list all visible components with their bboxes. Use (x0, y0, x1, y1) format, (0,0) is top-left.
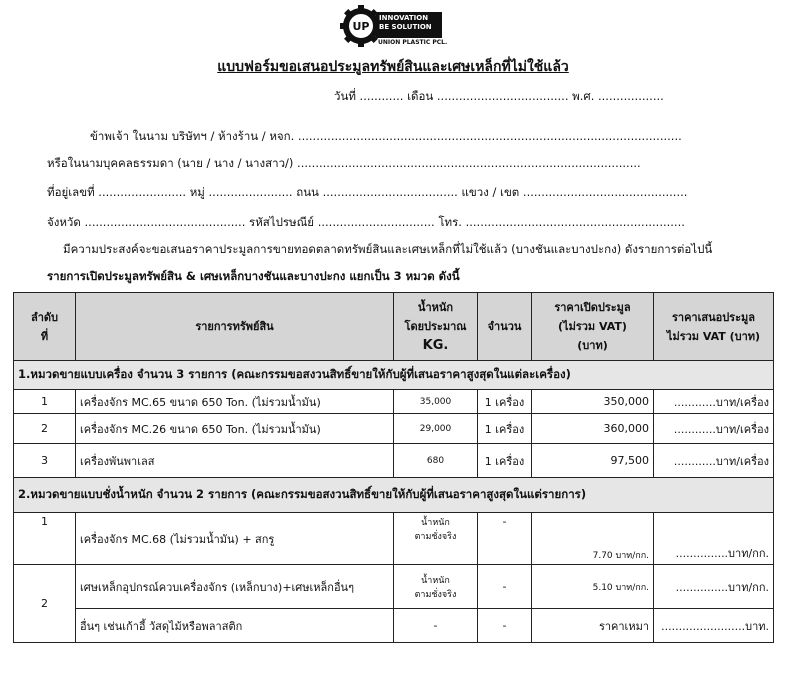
row-no: 1 (14, 390, 76, 414)
row-qty: - (478, 609, 532, 643)
section-row (14, 361, 774, 390)
row-item: อื่นๆ เช่นเก้าอี้ วัสดุไม้หรือพลาสติก (76, 609, 394, 643)
row-price: ราคาเหมา (532, 609, 654, 643)
list-heading: รายการเปิดประมูลทรัพย์สิน & เศษเหล็กบางชันและบางปะกง แยกเป็น 3 หมวด ดังนี้ (47, 269, 460, 283)
company-line[interactable]: ข้าพเจ้า ในนาม บริษัทฯ / ห้างร้าน / หจก. ......................................................................................................... (90, 129, 682, 143)
row-bid-field[interactable]: ...............บาท/กก. (654, 565, 774, 609)
section-1-title: 1.หมวดขายแบบเครื่อง จำนวน 3 รายการ (คณะกรรมขอสงวนสิทธิ์ขายให้กับผู้ที่เสนอราคาสูงสุดในแต่ละเครื่อง) (14, 361, 774, 390)
header-weight: น้ำหนัก โดยประมาณ KG. (394, 293, 478, 361)
row-bid-field[interactable]: ........................บาท. (654, 609, 774, 643)
header-no: ลำดับ ที่ (14, 293, 76, 361)
row-weight: - (394, 609, 478, 643)
table-row (14, 609, 774, 643)
row-price: 360,000 (532, 414, 654, 444)
row-item: เครื่องจักร MC.68 (ไม่รวมน้ำมัน) + สกรู (76, 513, 394, 565)
row-no: 2 (14, 414, 76, 444)
row-bid-field[interactable]: ............บาท/เครื่อง (654, 414, 774, 444)
table-header-row (14, 293, 774, 361)
table-row (14, 390, 774, 414)
section-row (14, 478, 774, 513)
logo-line1: INNOVATION (379, 14, 429, 22)
logo-text-box (376, 12, 442, 38)
row-item: เครื่องจักร MC.26 ขนาด 650 Ton. (ไม่รวมน้ำมัน) (76, 414, 394, 444)
date-line[interactable]: วันที่ ............ เดือน .................................... พ.ศ. .................. (334, 89, 664, 103)
row-bid-field[interactable]: ............บาท/เครื่อง (654, 444, 774, 478)
row-qty: 1 เครื่อง (478, 444, 532, 478)
row-no: 1 (14, 513, 76, 565)
table-row (14, 513, 774, 565)
section-2-title: 2.หมวดขายแบบชั่งน้ำหนัก จำนวน 2 รายการ (คณะกรรมขอสงวนสิทธิ์ขายให้กับผู้ที่เสนอราคาสูงสุดในแต่รายการ) (14, 478, 774, 513)
person-line[interactable]: หรือในนามบุคคลธรรมดา (นาย / นาง / นางสาว/) .............................................................................................. (47, 156, 641, 170)
row-price: 97,500 (532, 444, 654, 478)
row-item: เครื่องพันพาเลส (76, 444, 394, 478)
row-qty: 1 เครื่อง (478, 390, 532, 414)
row-no: 2 (14, 565, 76, 643)
header-open-price: ราคาเปิดประมูล (ไม่รวม VAT) (บาท) (532, 293, 654, 361)
row-bid-field[interactable]: ...............บาท/กก. (654, 513, 774, 565)
form-title: แบบฟอร์มขอเสนอประมูลทรัพย์สินและเศษเหล็กที่ไม่ใช้แล้ว (217, 59, 569, 75)
row-qty: 1 เครื่อง (478, 414, 532, 444)
row-weight: น้ำหนัก ตามชั่งจริง (394, 513, 478, 565)
table-row (14, 414, 774, 444)
header-item: รายการทรัพย์สิน (76, 293, 394, 361)
header-qty: จำนวน (478, 293, 532, 361)
svg-text:UP: UP (352, 20, 370, 33)
row-price: 7.70 บาท/กก. (532, 513, 654, 565)
header-bid-price: ราคาเสนอประมูล ไม่รวม VAT (บาท) (654, 293, 774, 361)
items-table (13, 292, 774, 643)
company-logo (340, 4, 448, 48)
row-weight: 35,000 (394, 390, 478, 414)
table-row (14, 565, 774, 609)
logo-company: UNION PLASTIC PCL. (378, 39, 448, 46)
intent-line: มีความประสงค์จะขอเสนอราคาประมูลการขายทอดตลาดทรัพย์สินและเศษเหล็กที่ไม่ใช้แล้ว (บางชันและบางปะกง) ดังรายการต่อไปนี้ (63, 242, 713, 256)
row-qty: - (478, 513, 532, 565)
province-line[interactable]: จังหวัด ............................................ รหัสไปรษณีย์ ................................ โทร. ............................................................ (47, 215, 685, 229)
address-line[interactable]: ที่อยู่เลขที่ ........................ หมู่ ....................... ถนน ..................................... แขวง / เขต ............................................. (47, 185, 688, 199)
row-price: 350,000 (532, 390, 654, 414)
row-bid-field[interactable]: ............บาท/เครื่อง (654, 390, 774, 414)
row-weight: 29,000 (394, 414, 478, 444)
row-price: 5.10 บาท/กก. (532, 565, 654, 609)
row-weight: น้ำหนัก ตามชั่งจริง (394, 565, 478, 609)
row-weight: 680 (394, 444, 478, 478)
row-item: เครื่องจักร MC.65 ขนาด 650 Ton. (ไม่รวมน้ำมัน) (76, 390, 394, 414)
logo-line2: BE SOLUTION (379, 23, 432, 31)
row-qty: - (478, 565, 532, 609)
row-item: เศษเหล็กอุปกรณ์ควบเครื่องจักร (เหล็กบาง)+เศษเหล็กอื่นๆ (76, 565, 394, 609)
row-no: 3 (14, 444, 76, 478)
table-row (14, 444, 774, 478)
